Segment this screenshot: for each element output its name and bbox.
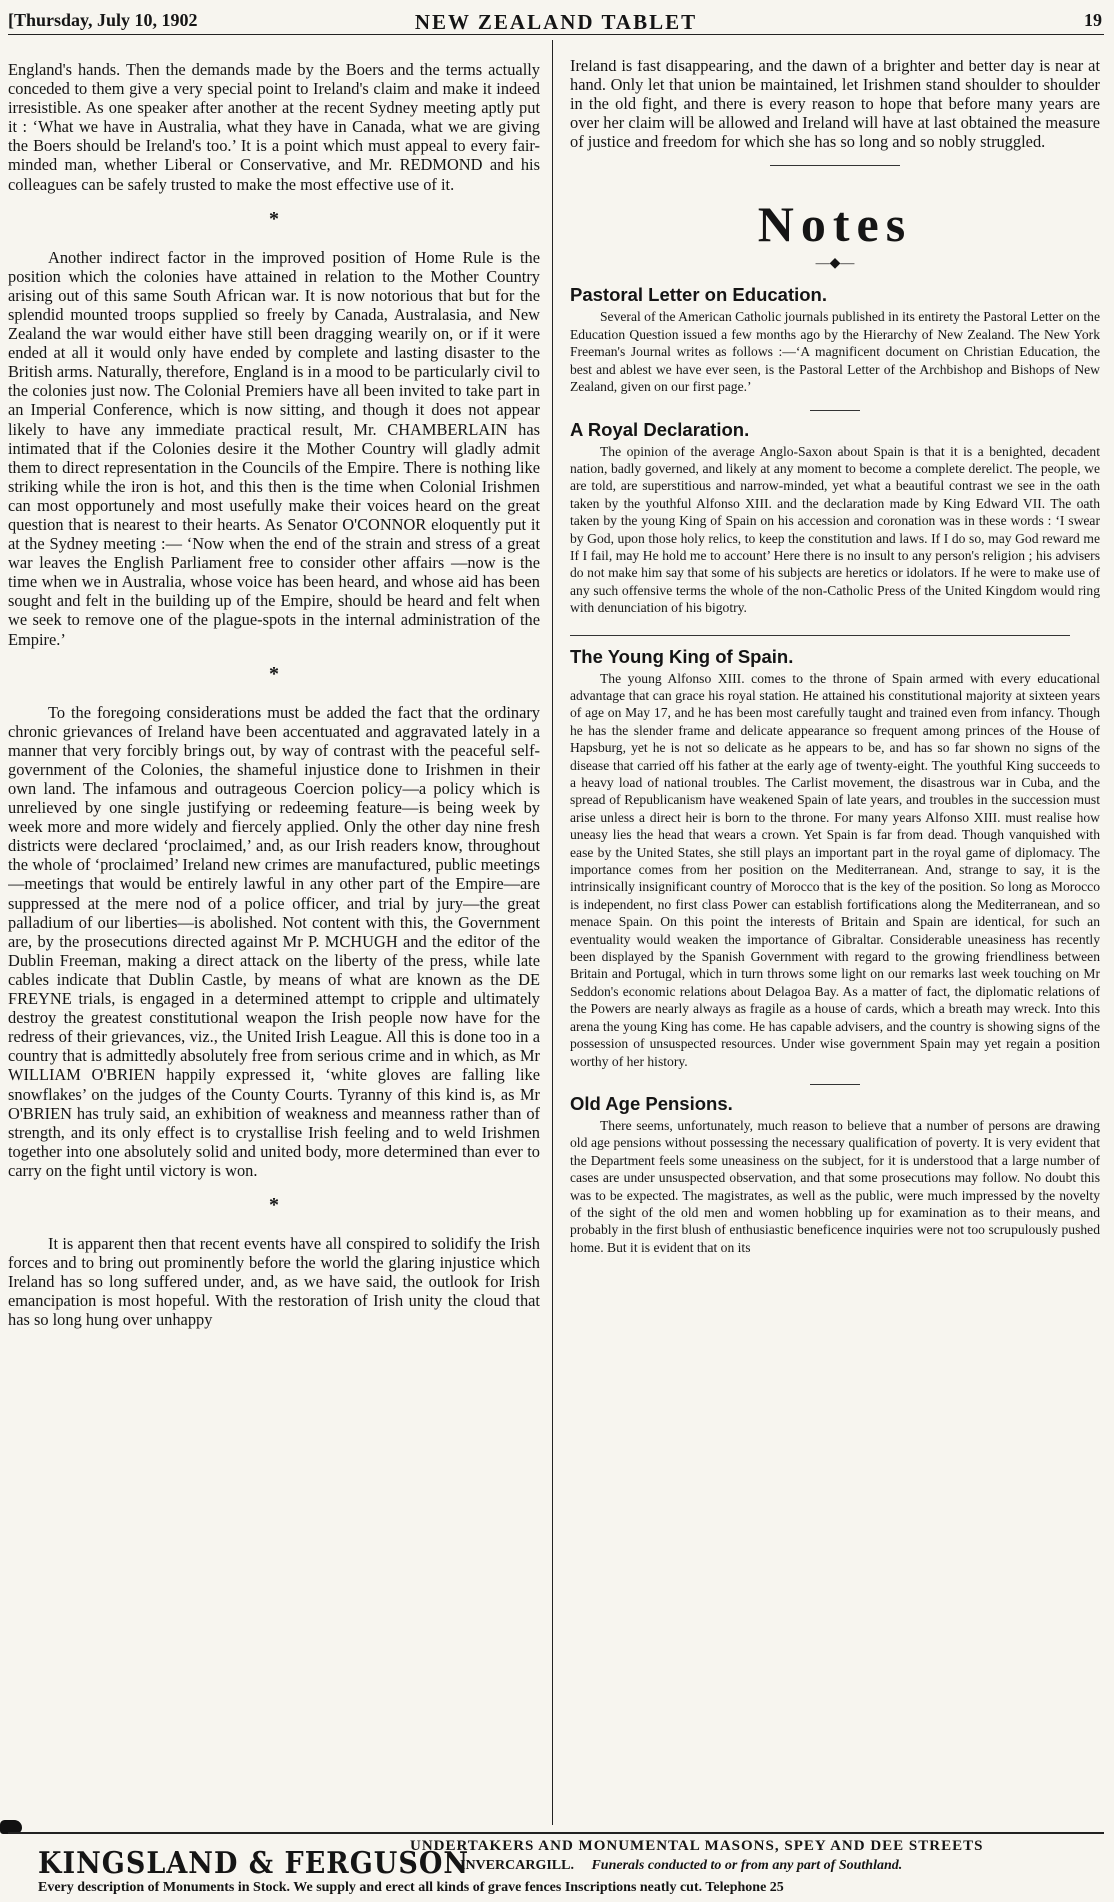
section-body-old-age-pensions: There seems, unfortunately, much reason to believe that a number of persons are drawing old age pensions without possessing the necessary qualification of poverty. It is very evident that the Department feels some uneasiness on the subject, for it is understood that a large number of cases are under unsuspected observation, and that some prosecutions may follow. No doubt this was to be expected. The magistrates, as well as the public, were much impressed by the novelty of the sight of the old men and women hobbling up for examination as to their means, and probably in the first blush of enthusiastic beneficence inquiries were not too scrupulously pushed home. But it is evident that on its bbox=[570, 1117, 1100, 1255]
ad-place: INVERCARGILL. bbox=[460, 1858, 574, 1873]
advertisement bbox=[8, 1832, 1104, 1900]
section-separator: * bbox=[269, 207, 279, 230]
section-body-royal-declaration: The opinion of the average Anglo-Saxon about Spain is that it is a benighted, decadent nation, badly governed, and likely at any moment to become a complete derelict. The people, we are told, are superstitious and narrow-minded, yet what a beautiful contrast we see in the oath taken by the youthful Alfonso XIII. and the declaration made by King Edward VII. The oath taken by the young King of Spain on his accession and coronation was in these words : ‘I swear by God, upon those holy relics, to keep the constitution and laws. If I do so, may God reward me If I fail, may He hold me to account’ Here there is no insult to any person's religion ; his advisers do not make him say that some of his subjects are heretics or idolators. If he were to make use of any such offensive terms the whole of the non-Catholic Press of the United Kingdom would ring with denunciation of his bigotry. bbox=[570, 443, 1100, 616]
divider-rule bbox=[810, 410, 860, 411]
divider-rule bbox=[770, 165, 900, 166]
ad-line-services: Every description of Monuments in Stock. We supply and erect all kinds of grave fences Inscriptions neatly cut. Telephone 25 bbox=[38, 1880, 784, 1895]
ornament: —◆— bbox=[815, 256, 855, 272]
ad-funerals: Funerals conducted to or from any part of Southland. bbox=[591, 1858, 903, 1873]
divider-rule bbox=[570, 635, 1070, 636]
article-paragraph: To the foregoing considerations must be added the fact that the ordinary chronic grievances of Ireland have been accentuated and aggravated lately in a manner that very forcibly brings out, by way of contrast with the peaceful self-government of the Colonies, the shameful injustice done to Irishmen in their own land. The infamous and outrageous Coercion policy—a policy which is unrelieved by one single justifying or redeeming feature—is being week by week more and more widely and fiercely applied. Only the other day nine fresh districts were declared ‘proclaimed,’ and, as our Irish readers know, throughout the whole of ‘proclaimed’ Ireland new crimes are manufactured, public meetings—meetings that would be entirely lawful in any other part of the Empire—are suppressed at the mere nod of a police officer, and trial by jury—the great palladium of our liberties—is abolished. Not content with this, the Government are, by the prosecutions directed against Mr P. MCHUGH and the editor of the Dublin Freeman, making a direct attack on the liberty of the press, while late cables indicate that Dublin Castle, by means of what are known as the DE FREYNE trials, is engaged in a determined attempt to cripple and ultimately destroy the greatest constitutional weapon the Irish people now have for the redress of their grievances, viz., the United Irish League. All this is done too in a country that is admittedly absolutely free from serious crime and in which, as Mr WILLIAM O'BRIEN happily expressed it, ‘white gloves are falling like snowflakes’ on the judges of the County Courts. Tyranny of this kind is, as Mr O'BRIEN has truly said, an exhibition of weakness and meanness rather than of strength, and its only effect is to crystallise Irish feeling and to weld Irishmen together into one absolutely solid and united body, more determined than ever to carry on the fight until victory is won. bbox=[8, 702, 540, 1180]
header-page-number: 19 bbox=[1084, 10, 1102, 30]
ad-line-location bbox=[460, 1858, 902, 1874]
advertiser-name: KINGSLAND & FERGUSON bbox=[38, 1846, 470, 1881]
header-title: NEW ZEALAND TABLET bbox=[414, 10, 698, 34]
article-continuation: Ireland is fast disappearing, and the dawn of a brighter and better day is near at hand. Only let that union be maintained, let Irishmen stand shoulder to shoulder in the old fight, and there is every reason to hope that before many years are over her claim will be allowed and Ireland will have at last obtained the measure of justice and freedom for which she has so long and so nobly struggled. bbox=[570, 60, 1100, 152]
divider-rule bbox=[810, 1084, 860, 1085]
section-separator: * bbox=[269, 1193, 279, 1216]
section-title-old-age-pensions: Old Age Pensions. bbox=[570, 1092, 733, 1114]
section-body-young-king: The young Alfonso XIII. comes to the throne of Spain armed with every educational advantage that can grace his royal station. He attained his constitutional majority at sixteen years of age on May 17, and he has been most carefully taught and trained even from infancy. Though he has the slender frame and delicate appearance so frequent among princes of the House of Hapsburg, yet he is not so delicate as he appears to be, and has so far shown no signs of the disease that carried off his father at the early age of twenty-eight. The youthful King succeeds to a heavy load of national troubles. The Carlist movement, the disastrous war in Cuba, and the spread of Republicanism have weakened Spain of late years, and troubles in the succession must arise unless a direct heir is born to the throne. For many years Alfonso XIII. must realise how uneasy lies the head that wears a crown. Yet Spain is far from dead. Though vanquished with ease by the United States, she still plays an important part in the royal game of diplomacy. The importance comes from her position on the Mediterranean. And, strange to say, it is the intrinsically insignificant country of Morocco that is the key of the position. So long as Morocco is independent, no first class Power can establish fortifications along the Mediterranean, and so menace Spain. On this point the interests of Britain and Spain are identical, for such an eventuality would weaken the importance of Gibraltar. Considerable uneasiness has recently been displayed by the Spanish Government with regard to the growing friendliness between Britain and Portugal, which in turn throws some light on our remarks last week touching on Mr Seddon's economic relations about Delagoa Bay. As a matter of fact, the diplomatic relations of the Powers are nearly always as fragile as a house of cards, which a breath may wreck. Into this arena the young King has come. He has capable advisers, and the country is showing signs of the possession of unsuspected resources. Under wise government Spain may yet regain a position worthy of her history. bbox=[570, 670, 1100, 1069]
column-divider bbox=[552, 40, 553, 1825]
section-body-pastoral-letter: Several of the American Catholic journals published in its entirety the Pastoral Letter on the Education Question issued a few months ago by the Hierarchy of New Zealand. The New York Freeman's Journal writes as follows :—‘A magnificent document on Christian Education, the best and ablest we have ever seen, is the Pastoral Letter of the Archbishop and Bishops of New Zealand, given on our first page.’ bbox=[570, 309, 1100, 395]
page-header bbox=[8, 8, 1104, 35]
article-paragraph: It is apparent then that recent events have all conspired to solidify the Irish forces and to bring out prominently before the world the glaring injustice which Ireland has so long suffered under, and, as we have said, the outlook for Irish emancipation is most hopeful. With the restoration of Irish unity the cloud that has so long hung over unhappy bbox=[8, 1233, 540, 1330]
right-column bbox=[570, 60, 1100, 1830]
section-title-royal-declaration: A Royal Declaration. bbox=[570, 418, 750, 440]
section-title-young-king: The Young King of Spain. bbox=[570, 645, 794, 667]
section-separator: * bbox=[269, 662, 279, 685]
header-date: [Thursday, July 10, 1902 bbox=[8, 10, 198, 30]
article-paragraph: Another indirect factor in the improved position of Home Rule is the position which the colonies have attained in relation to the Mother Country arising out of this same South African war. It is now notorious that but for the splendid mounted troops supplied so freely by Canada, Australasia, and New Zealand the war would either have still been dragging wearily on, or if it were ended at all it would only have ended by complete and lasting disaster to the British arms. Naturally, therefore, England is in a mood to be particularly civil to the colonies just now. The Colonial Premiers have all been invited to take part in an Imperial Conference, which is now sitting, and though it does not appear likely to have any immediate practical result, Mr. CHAMBERLAIN has intimated that if the Colonies desire it the Mother Country will gladly admit them to direct representation in the Councils of the Empire. There is nothing like striking while the iron is hot, and this then is the time when Colonial Irishmen can most opportunely and most usefully make their voices heard on the great question that is nearest to their hearts. As Senator O'CONNOR eloquently put it at the Sydney meeting :— ‘Now when the end of the strain and stress of a great war leaves the English Parliament free to consider other affairs —now is the time when we in Australia, whose voice has been heard, and whose aid has been sought and felt in the building up of the Empire, should be heard and felt when we seek to remove one of the plague-spots in the internal administration of the Empire.’ bbox=[8, 247, 540, 649]
ad-line-trade: UNDERTAKERS AND MONUMENTAL MASONS, SPEY AND DEE STREETS bbox=[410, 1838, 984, 1854]
notes-heading: Notes bbox=[757, 196, 913, 253]
left-column bbox=[8, 60, 540, 1830]
section-title-pastoral-letter: Pastoral Letter on Education. bbox=[570, 284, 827, 306]
article-paragraph: England's hands. Then the demands made by the Boers and the terms actually conceded to them give a very special point to Ireland's claim and make it indeed irresistible. As one speaker after another at the recent Sydney meeting aptly put it : ‘What we have in Australia, what they have in Canada, what we are giving the Boers should be Ireland's too.’ It is a point which must appeal to every fair-minded man, whether Liberal or Conservative, and Mr. REDMOND and his colleagues can be safely trusted to make the most effective use of it. bbox=[8, 60, 540, 194]
